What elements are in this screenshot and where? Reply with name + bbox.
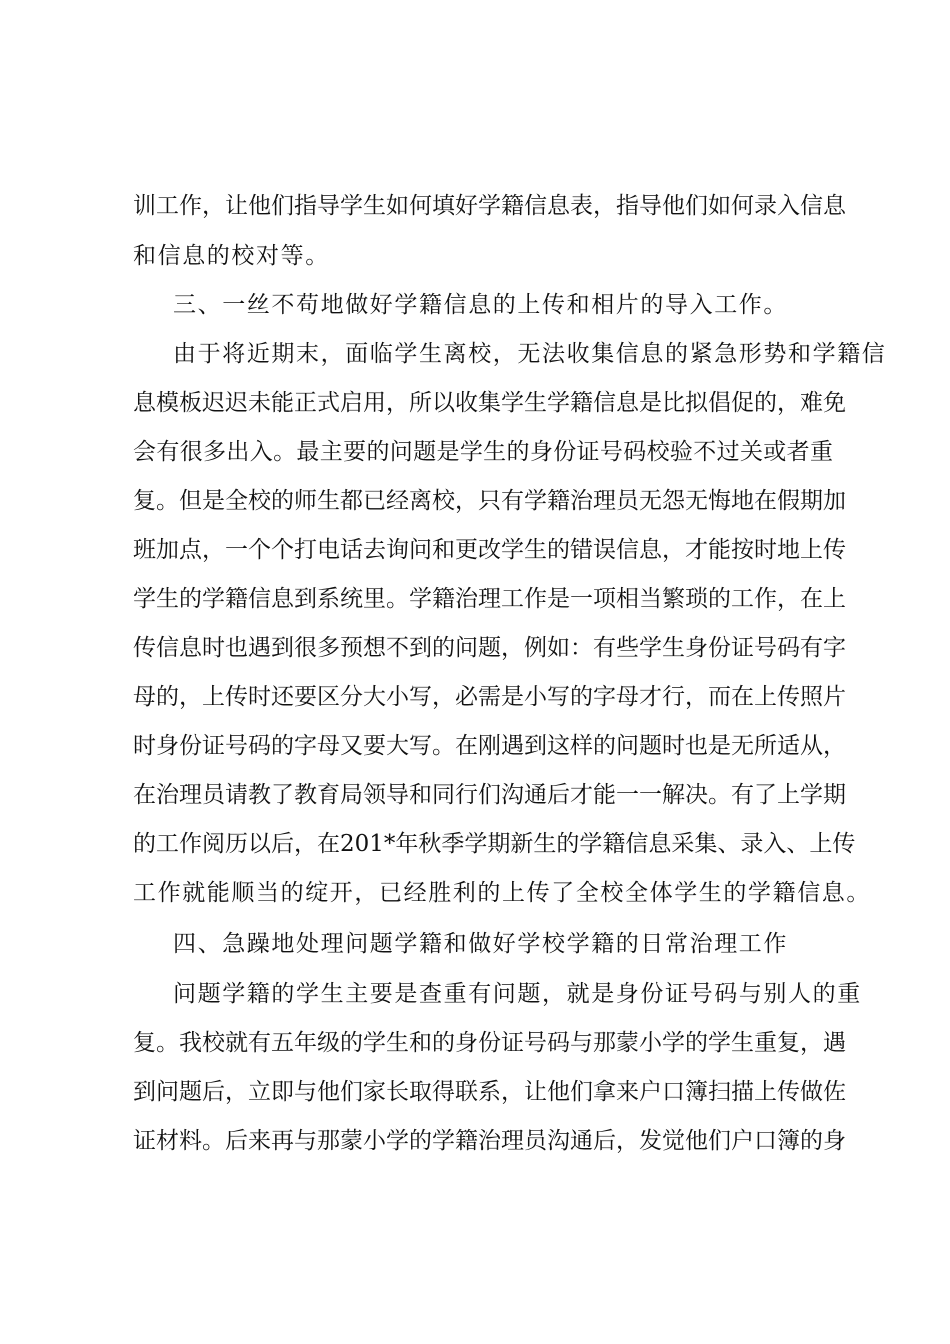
- paragraph-line: 时身份证号码的字母又要大写。在刚遇到这样的问题时也是无所适从，: [133, 733, 846, 759]
- paragraph-line: 和信息的校对等。: [133, 243, 330, 269]
- paragraph-line: 学生的学籍信息到系统里。学籍治理工作是一项相当繁琐的工作，在上: [133, 586, 846, 612]
- paragraph-line: 在治理员请教了教育局领导和同行们沟通后才能一一解决。有了上学期: [133, 782, 846, 808]
- paragraph-line: 会有很多出入。最主要的问题是学生的身份证号码校验不过关或者重: [133, 439, 833, 465]
- section-heading: 四、急躁地处理问题学籍和做好学校学籍的日常治理工作: [173, 931, 788, 957]
- paragraph-line: 到问题后，立即与他们家长取得联系，让他们拿来户口簿扫描上传做佐: [133, 1079, 846, 1105]
- paragraph-line: 传信息时也遇到很多预想不到的问题，例如：有些学生身份证号码有字: [133, 635, 846, 661]
- paragraph-line: 证材料。后来再与那蒙小学的学籍治理员沟通后，发觉他们户口簿的身: [133, 1128, 846, 1154]
- paragraph-line: 的工作阅历以后，在201*年秋季学期新生的学籍信息采集、录入、上传: [133, 831, 856, 857]
- section-heading: 三、一丝不苟地做好学籍信息的上传和相片的导入工作。: [173, 292, 788, 318]
- paragraph-line: 息模板迟迟未能正式启用，所以收集学生学籍信息是比拟倡促的，难免: [133, 390, 846, 416]
- paragraph-line: 复。但是全校的师生都已经离校，只有学籍治理员无怨无悔地在假期加: [133, 488, 846, 514]
- paragraph-line: 母的，上传时还要区分大小写，必需是小写的字母才行，而在上传照片: [133, 684, 846, 710]
- paragraph-line: 训工作，让他们指导学生如何填好学籍信息表，指导他们如何录入信息: [133, 193, 846, 219]
- paragraph-line: 工作就能顺当的绽开，已经胜利的上传了全校全体学生的学籍信息。: [133, 880, 871, 906]
- paragraph-line: 问题学籍的学生主要是查重有问题，就是身份证号码与别人的重: [173, 981, 862, 1007]
- paragraph-line: 班加点，一个个打电话去询问和更改学生的错误信息，才能按时地上传: [133, 537, 846, 563]
- paragraph-line: 由于将近期末，面临学生离校，无法收集信息的紧急形势和学籍信: [173, 341, 887, 367]
- paragraph-line: 复。我校就有五年级的学生和的身份证号码与那蒙小学的学生重复，遇: [133, 1030, 846, 1056]
